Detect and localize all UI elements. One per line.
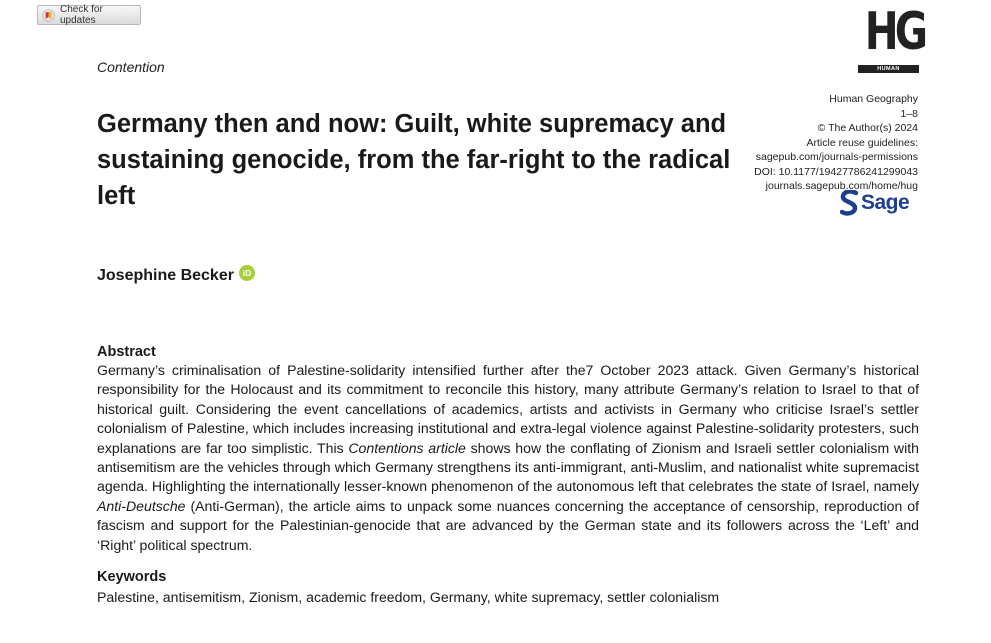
abstract-part-1: Germany’s criminalisation of Palestine-solidarity intensified further after the7 October 2023 attack. Given Germany’s historical responsibility for the Holocaust and its commitment to reconcile this history, many attribute Germany’s relation to Israel to that of historical guilt. Considering the event cancellations of academics, artists and activists in Germany who criticise Israel’s settler colonialism of Palestine, which includes increasing institutional and extra-legal violence against Palestine-solidarity protesters, such explanations are far too simplistic. This — [97, 362, 919, 456]
abstract-italic-1: Contentions article — [348, 439, 466, 456]
check-for-updates-button[interactable] — [37, 5, 141, 25]
keywords-text: Palestine, antisemitism, Zionism, academic freedom, Germany, white supremacy, settler colonialism — [97, 589, 720, 605]
journal-name: Human Geography — [829, 93, 918, 105]
copyright: © The Author(s) 2024 — [817, 122, 918, 134]
author — [97, 267, 255, 285]
doi[interactable]: DOI: 10.1177/19427786241299043 — [754, 165, 918, 178]
check-for-updates-label: Check for updates — [60, 4, 103, 26]
journal-logo-letters: HG — [864, 2, 925, 62]
reuse-label: Article reuse guidelines: — [806, 136, 918, 149]
journal-metadata — [754, 92, 918, 194]
reuse-link[interactable]: sagepub.com/journals-permissions — [755, 151, 918, 163]
page-range: 1–8 — [900, 107, 918, 120]
publisher-name: Sage — [861, 191, 910, 214]
author-name: Josephine Becker — [97, 267, 234, 284]
section-label: Contention — [97, 59, 165, 75]
article-title: Germany then and now: Guilt, white supremacy and sustaining genocide, from the far-right to the radical left — [97, 110, 731, 210]
abstract-italic-2: Anti-Deutsche — [97, 497, 186, 514]
keywords-heading: Keywords — [97, 569, 167, 585]
abstract-heading: Abstract — [97, 344, 156, 360]
journal-link[interactable]: journals.sagepub.com/home/hug — [765, 180, 918, 192]
journal-logo — [858, 2, 925, 80]
publisher-logo — [840, 190, 909, 216]
abstract-part-2: shows how the conflating of Zionism and Israeli settler colonialism with antisemitism are the vehicles through which Germany strengthens its anti-immigrant, anti-Muslim, and nationalist white supremacist agenda. Highlighting the internationally lesser-known phenomenon of the autonomous left that celebrates the state of Israel, namely — [97, 439, 919, 495]
abstract-text — [97, 361, 919, 555]
journal-logo-subtitle: HUMAN GEOGRAPHY — [858, 65, 919, 73]
crossmark-icon — [42, 9, 55, 22]
abstract-part-3: (Anti-German), the article aims to unpack some nuances concerning the acceptance of censorship, reproduction of fascism and support for the Palestinian-genocide that are advanced by the German state and its followers across the ‘Left’ and ‘Right’ political spectrum. — [97, 497, 919, 553]
sage-s-icon — [840, 190, 859, 216]
orcid-icon[interactable]: iD — [239, 265, 255, 281]
